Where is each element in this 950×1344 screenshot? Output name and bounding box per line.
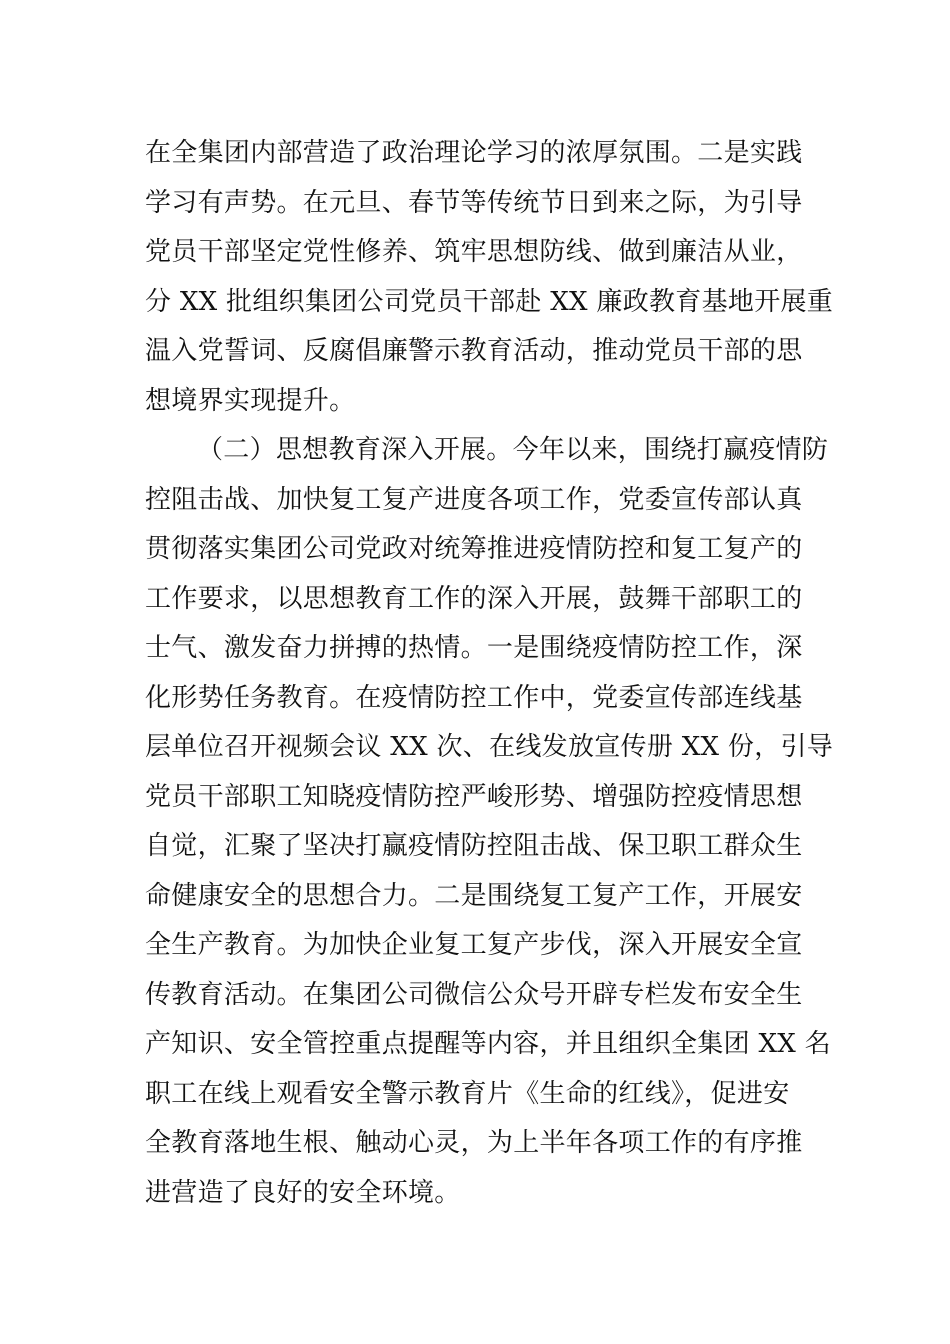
- paragraph-line: 进营造了良好的安全环境。: [145, 1178, 461, 1208]
- paragraph-line: 层单位召开视频会议 XX 次、在线发放宣传册 XX 份，引导: [145, 732, 834, 762]
- paragraph-line: 命健康安全的思想合力。二是围绕复工复产工作，开展安: [145, 881, 803, 911]
- paragraph-line: （二）思想教育深入开展。今年以来，围绕打赢疫情防: [197, 435, 829, 465]
- paragraph-line: 化形势任务教育。在疫情防控工作中，党委宣传部连线基: [145, 683, 803, 713]
- paragraph-line: 职工在线上观看安全警示教育片《生命的红线》，促进安: [145, 1079, 790, 1109]
- paragraph-line: 分 XX 批组织集团公司党员干部赴 XX 廉政教育基地开展重: [145, 287, 834, 317]
- paragraph-line: 士气、激发奋力拼搏的热情。一是围绕疫情防控工作，深: [145, 633, 803, 663]
- paragraph-line: 工作要求，以思想教育工作的深入开展，鼓舞干部职工的: [145, 584, 803, 614]
- paragraph-line: 在全集团内部营造了政治理论学习的浓厚氛围。二是实践: [145, 138, 803, 168]
- paragraph-line: 全教育落地生根、触动心灵，为上半年各项工作的有序推: [145, 1128, 803, 1158]
- paragraph-line: 贯彻落实集团公司党政对统筹推进疫情防控和复工复产的: [145, 534, 803, 564]
- paragraph-line: 全生产教育。为加快企业复工复产步伐，深入开展安全宣: [145, 930, 803, 960]
- paragraph-line: 党员干部职工知晓疫情防控严峻形势、增强防控疫情思想: [145, 782, 803, 812]
- paragraph-line: 温入党誓词、反腐倡廉警示教育活动，推动党员干部的思: [145, 336, 803, 366]
- paragraph-line: 学习有声势。在元旦、春节等传统节日到来之际，为引导: [145, 188, 803, 218]
- paragraph-line: 党员干部坚定党性修养、筑牢思想防线、做到廉洁从业，: [145, 237, 803, 267]
- paragraph-line: 控阻击战、加快复工复产进度各项工作，党委宣传部认真: [145, 485, 803, 515]
- paragraph-line: 产知识、安全管控重点提醒等内容，并且组织全集团 XX 名: [145, 1029, 831, 1059]
- paragraph-line: 想境界实现提升。: [145, 386, 356, 416]
- paragraph-line: 自觉，汇聚了坚决打赢疫情防控阻击战、保卫职工群众生: [145, 831, 803, 861]
- paragraph-line: 传教育活动。在集团公司微信公众号开辟专栏发布安全生: [145, 980, 803, 1010]
